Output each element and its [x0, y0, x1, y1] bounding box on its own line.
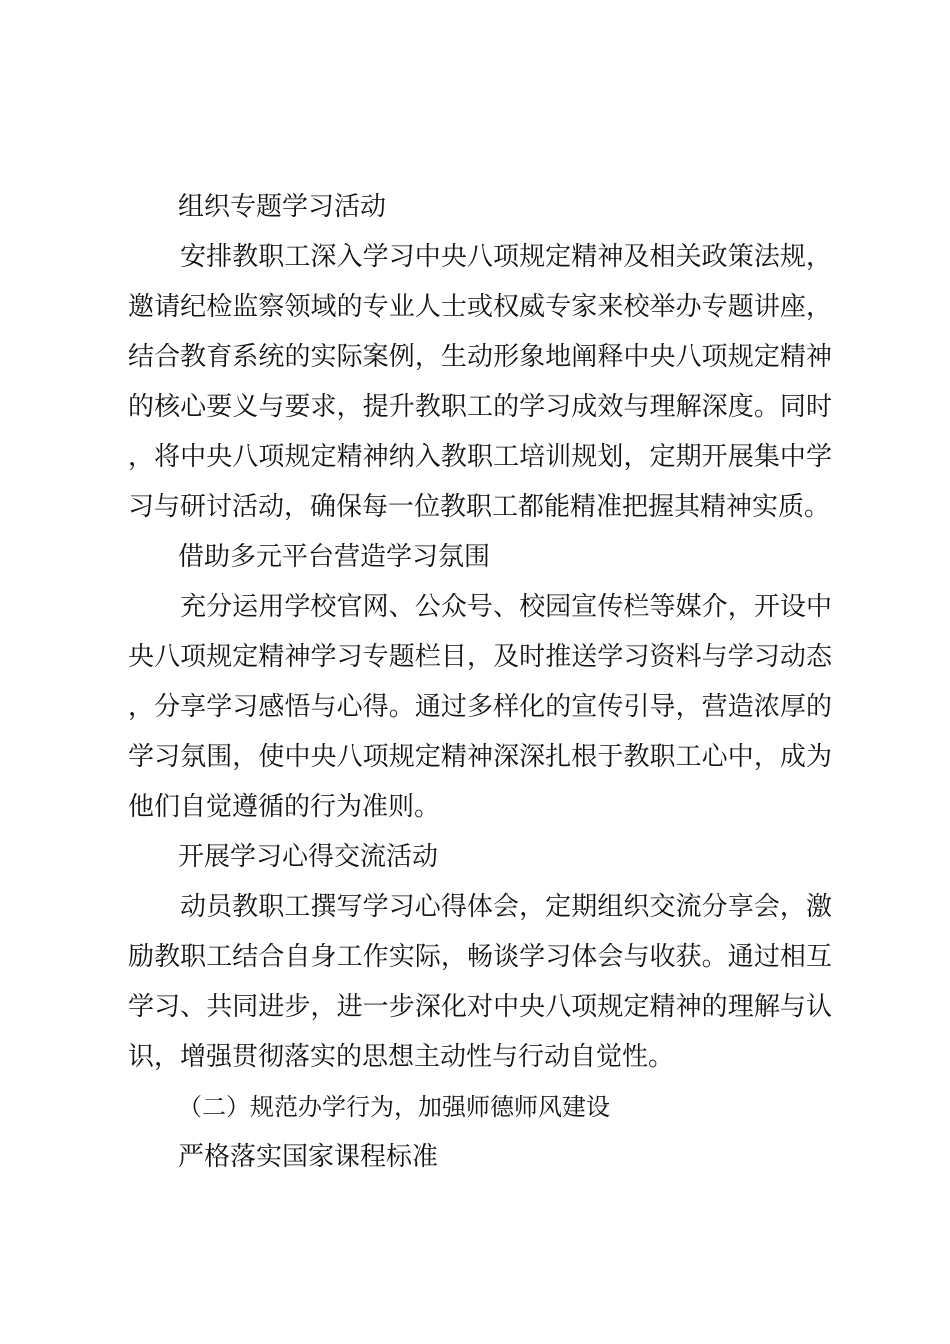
section-paragraph-study-activity: 安排教职工深入学习中央八项规定精神及相关政策法规，邀请纪检监察领域的专业人士或权威专家来校举办专题讲座，结合教育系统的实际案例，生动形象地阐释中央八项规定精神的核心要义与要求，提升教职工的学习成效与理解深度。同时，将中央八项规定精神纳入教职工培训规划，定期开展集中学习与研讨活动，确保每一位教职工都能精准把握其精神实质。: [128, 242, 832, 522]
document-body: [128, 182, 832, 1182]
chapter-subheading: （二）规范办学行为，加强师德师风建设: [178, 1093, 610, 1121]
section-heading-platform: 借助多元平台营造学习氛围: [178, 542, 491, 572]
section-paragraph-exchange: 动员教职工撰写学习心得体会，定期组织交流分享会，激励教职工结合自身工作实际，畅谈学习体会与收获。通过相互学习、共同进步，进一步深化对中央八项规定精神的理解与认识，增强贯彻落实的思想主动性与行动自觉性。: [128, 892, 832, 1072]
section-heading-curriculum: 严格落实国家课程标准: [178, 1142, 439, 1172]
section-heading-exchange: 开展学习心得交流活动: [178, 842, 439, 872]
section-paragraph-platform: 充分运用学校官网、公众号、校园宣传栏等媒介，开设中央八项规定精神学习专题栏目，及时推送学习资料与学习动态，分享学习感悟与心得。通过多样化的宣传引导，营造浓厚的学习氛围，使中央八项规定精神深深扎根于教职工心中，成为他们自觉遵循的行为准则。: [128, 592, 832, 822]
section-heading-study-activity: 组织专题学习活动: [178, 192, 387, 222]
